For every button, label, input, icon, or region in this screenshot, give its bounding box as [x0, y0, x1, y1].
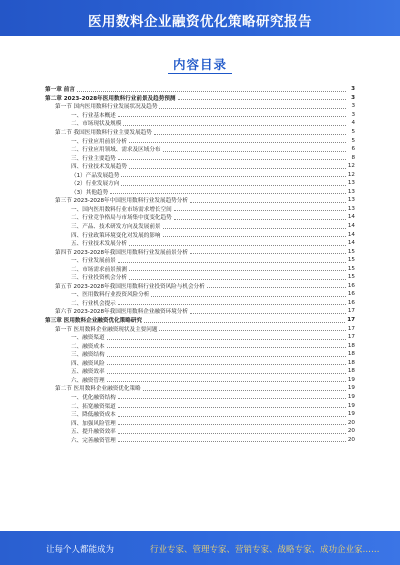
toc-page-number: 18 — [347, 359, 355, 366]
toc-entry[interactable] — [45, 418, 355, 427]
toc-entry-text: 二、行业机会提示 — [71, 300, 116, 307]
toc-page-number: 18 — [347, 342, 355, 349]
toc-leader-dots — [121, 185, 346, 186]
toc-entry[interactable] — [45, 333, 355, 342]
toc-page-number: 3 — [351, 111, 355, 118]
toc-entry[interactable] — [45, 247, 355, 256]
toc-entry[interactable] — [45, 222, 355, 231]
toc-entry-text: 一、医用数料行业投资风险分析 — [71, 292, 150, 299]
toc-leader-dots — [107, 364, 346, 365]
toc-title: 内容目录 — [172, 57, 227, 72]
toc-leader-dots — [107, 339, 346, 340]
toc-leader-dots — [163, 151, 346, 152]
toc-entry[interactable] — [45, 273, 355, 282]
toc-entry[interactable] — [45, 111, 355, 120]
toc-page-number: 14 — [347, 214, 355, 221]
toc-entry-text: （2）行业发展方向 — [71, 181, 120, 188]
toc-entry[interactable] — [45, 196, 355, 205]
toc-entry[interactable] — [45, 188, 355, 197]
toc-entry[interactable] — [45, 350, 355, 359]
toc-page-number: 12 — [347, 163, 355, 170]
toc-leader-dots — [121, 176, 346, 177]
toc-entry[interactable] — [45, 153, 355, 162]
toc-entry-text: 六、完善融资管理 — [71, 437, 116, 444]
toc-leader-dots — [118, 416, 346, 417]
toc-entry[interactable] — [45, 410, 355, 419]
toc-page-number: 15 — [347, 257, 355, 264]
toc-entry-text: 五、行业技术发展分析 — [71, 241, 127, 248]
toc-page-number: 18 — [347, 351, 355, 358]
toc-page-number: 17 — [347, 325, 355, 332]
toc-entry[interactable] — [45, 128, 355, 137]
toc-entry-text: （3）其他趋势 — [71, 189, 109, 196]
toc-page-number: 16 — [347, 291, 355, 298]
toc-entry-text: 第四节 2023-2028年我国医用数料行业发展前景分析 — [55, 249, 188, 256]
toc-leader-dots — [163, 236, 346, 237]
toc-entry[interactable] — [45, 94, 355, 103]
toc-leader-dots — [190, 313, 346, 314]
toc-leader-dots — [118, 407, 346, 408]
toc-entry-text: 五、提升融资效率 — [71, 429, 116, 436]
toc-page-number: 19 — [347, 385, 355, 392]
toc-page-number: 16 — [347, 299, 355, 306]
toc-entry-text: 第一节 医用数料企业融资现状及主要问题 — [55, 326, 158, 333]
toc-entry[interactable] — [45, 341, 355, 350]
toc-entry[interactable] — [45, 316, 355, 325]
toc-entry[interactable] — [45, 264, 355, 273]
toc-entry-text: 一、优化融资结构 — [71, 394, 116, 401]
toc-leader-dots — [107, 347, 346, 348]
toc-page-number: 20 — [347, 419, 355, 426]
toc-entry[interactable] — [45, 119, 355, 128]
toc-entry[interactable] — [45, 170, 355, 179]
toc-entry[interactable] — [45, 359, 355, 368]
toc-leader-dots — [118, 398, 346, 399]
toc-entry-text: 四、行业政策环境变化对发展的影响 — [71, 232, 161, 239]
toc-entry[interactable] — [45, 376, 355, 385]
toc-page-number: 19 — [347, 376, 355, 383]
toc-entry[interactable] — [45, 290, 355, 299]
toc-leader-dots — [118, 441, 346, 442]
toc-leader-dots — [129, 279, 346, 280]
toc-entry-text: 二、行业应用领域、需求及区域分布 — [71, 147, 161, 154]
toc-entry-text: 三、降低融资成本 — [71, 412, 116, 419]
toc-page-number: 3 — [351, 103, 355, 110]
toc-page-number: 14 — [347, 240, 355, 247]
toc-page-number: 15 — [347, 248, 355, 255]
toc-leader-dots — [77, 91, 346, 92]
toc-entry[interactable] — [45, 136, 355, 145]
toc-entry-text: 第五节 2023-2028年我国医用数料行业投资风险与机会分析 — [55, 283, 205, 290]
toc-leader-dots — [174, 219, 346, 220]
toc-entry-text: 第一节 国内医用数料行业发展状况及趋势 — [55, 104, 158, 111]
toc-entry-text: 一、国内医用数料行业市场需求增长空间 — [71, 206, 172, 213]
toc-page-number: 15 — [347, 265, 355, 272]
toc-entry[interactable] — [45, 401, 355, 410]
toc-leader-dots — [118, 304, 346, 305]
toc-entry[interactable] — [45, 324, 355, 333]
toc-entry[interactable] — [45, 213, 355, 222]
toc-page-number: 20 — [347, 428, 355, 435]
toc-page-number: 19 — [347, 393, 355, 400]
toc-page-number: 17 — [347, 308, 355, 315]
toc-entry-text: 第三章 医用数料企业融资优化策略研究 — [45, 318, 143, 325]
toc-entry-text: 三、行业主要趋势 — [71, 155, 116, 162]
toc-entry[interactable] — [45, 145, 355, 154]
toc-page-number: 13 — [347, 180, 355, 187]
footer-slogan: 让每个人都能成为 — [46, 545, 115, 555]
toc-entry[interactable] — [45, 256, 355, 265]
toc-title-rule — [168, 73, 232, 74]
toc-leader-dots — [163, 228, 346, 229]
toc-page-number: 8 — [351, 154, 355, 161]
toc-page-number: 6 — [351, 146, 355, 153]
report-title: 医用数料企业融资优化策略研究报告 — [88, 14, 312, 30]
toc-page-number: 13 — [347, 205, 355, 212]
toc-leader-dots — [143, 390, 346, 391]
toc-entry-text: 三、产品、技术研发方向及发展前景 — [71, 224, 161, 231]
toc-entry[interactable] — [45, 230, 355, 239]
toc-page-number: 19 — [347, 411, 355, 418]
page-header — [0, 0, 400, 36]
toc-entry-text: 第三节 2023-2028年中国医用数料行业发展趋势分析 — [55, 198, 188, 205]
toc-entry-text: 四、融资风险 — [71, 360, 105, 367]
toc-page-number: 17 — [347, 334, 355, 341]
toc-entry[interactable] — [45, 205, 355, 214]
toc-entry-text: 五、融资效率 — [71, 369, 105, 376]
toc-page-number: 3 — [351, 86, 355, 93]
toc-leader-dots — [129, 270, 346, 271]
toc-page-number: 12 — [347, 171, 355, 178]
toc-entry-text: 第二节 我国医用数料行业主要发展趋势 — [55, 130, 152, 136]
toc-page-number: 17 — [347, 317, 355, 324]
toc-entry[interactable] — [45, 239, 355, 248]
toc-entry[interactable] — [45, 85, 355, 94]
toc-leader-dots — [159, 330, 345, 331]
toc-page-number: 16 — [347, 282, 355, 289]
toc-leader-dots — [118, 262, 346, 263]
toc-entry[interactable] — [45, 162, 355, 171]
toc-entry-text: 一、行业基本概述 — [71, 112, 116, 119]
footer-tagline: 行业专家、管理专家、营销专家、战略专家、成功企业家…… — [150, 545, 380, 555]
toc-entry[interactable] — [45, 435, 355, 444]
toc-page-number: 5 — [351, 129, 355, 135]
toc-leader-dots — [123, 125, 346, 126]
toc-page-number: 15 — [347, 274, 355, 281]
toc-entry-text: 三、融资结构 — [71, 352, 105, 359]
toc-leader-dots — [190, 253, 346, 254]
toc-page-number: 13 — [347, 197, 355, 204]
toc-entry-text: 二、融资成本 — [71, 343, 105, 350]
toc-leader-dots — [118, 159, 346, 160]
toc-leader-dots — [107, 373, 346, 374]
toc-leader-dots — [118, 116, 346, 117]
toc-leader-dots — [159, 108, 346, 109]
toc-leader-dots — [129, 142, 346, 143]
toc-page-number: 14 — [347, 231, 355, 238]
toc-entry[interactable] — [45, 393, 355, 402]
toc-entry[interactable] — [45, 179, 355, 188]
toc-page-number: 14 — [347, 223, 355, 230]
toc-entry[interactable] — [45, 102, 355, 111]
toc-entry[interactable] — [45, 384, 355, 393]
toc-page-number: 19 — [347, 402, 355, 409]
toc-entry[interactable] — [45, 367, 355, 376]
toc-leader-dots — [174, 210, 346, 211]
toc-leader-dots — [129, 245, 346, 246]
toc-leader-dots — [110, 193, 346, 194]
toc-entry-text: （1）产品发展趋势 — [71, 172, 120, 179]
toc-entry-text: 一、行业应用前景分析 — [71, 138, 127, 145]
toc-leader-dots — [144, 322, 345, 323]
toc-entry-text: 第一章 前言 — [45, 87, 75, 94]
toc-entry-text: 第二节 医用数料企业融资优化策略 — [55, 386, 141, 393]
toc-page-number: 20 — [347, 436, 355, 443]
table-of-contents — [45, 85, 355, 444]
toc-page-number: 4 — [351, 120, 355, 127]
toc-entry[interactable] — [45, 307, 355, 316]
toc-leader-dots — [190, 202, 346, 203]
toc-entry-text: 六、融资管理 — [71, 377, 105, 384]
toc-page-number: 3 — [351, 94, 355, 101]
toc-page-number: 18 — [347, 368, 355, 375]
toc-leader-dots — [107, 381, 346, 382]
toc-leader-dots — [154, 134, 346, 135]
toc-leader-dots — [207, 287, 346, 288]
toc-entry-text: 一、行业发展前景 — [71, 258, 116, 265]
toc-leader-dots — [118, 433, 346, 434]
toc-entry[interactable] — [45, 282, 355, 291]
toc-entry-text: 第六节 2023-2028年我国医用数料企业融资环境分析 — [55, 309, 188, 316]
toc-entry-text: 三、行业投资机会分析 — [71, 275, 127, 282]
toc-entry-text: 四、加强风险管理 — [71, 420, 116, 427]
toc-entry-text: 二、市场需求前景预测 — [71, 266, 127, 273]
toc-entry-text: 二、拓宽融资渠道 — [71, 403, 116, 410]
toc-entry-text: 一、融资渠道 — [71, 335, 105, 342]
toc-entry-text: 二、市场现状及规模 — [71, 121, 122, 128]
toc-entry-text: 四、行业技术发展趋势 — [71, 164, 127, 171]
toc-entry[interactable] — [45, 299, 355, 308]
toc-leader-dots — [178, 99, 346, 100]
page-footer — [0, 531, 400, 565]
toc-entry-text: 二、行业竞争格局与市场集中度变化趋势 — [71, 215, 172, 222]
toc-page-number: 5 — [351, 137, 355, 144]
toc-leader-dots — [151, 296, 346, 297]
toc-leader-dots — [118, 424, 346, 425]
toc-page-number: 13 — [347, 188, 355, 195]
toc-entry-text: 第二章 2023-2028年医用数料行业前景及趋势预测 — [45, 95, 176, 102]
toc-leader-dots — [129, 168, 346, 169]
toc-leader-dots — [107, 356, 346, 357]
toc-entry[interactable] — [45, 427, 355, 436]
